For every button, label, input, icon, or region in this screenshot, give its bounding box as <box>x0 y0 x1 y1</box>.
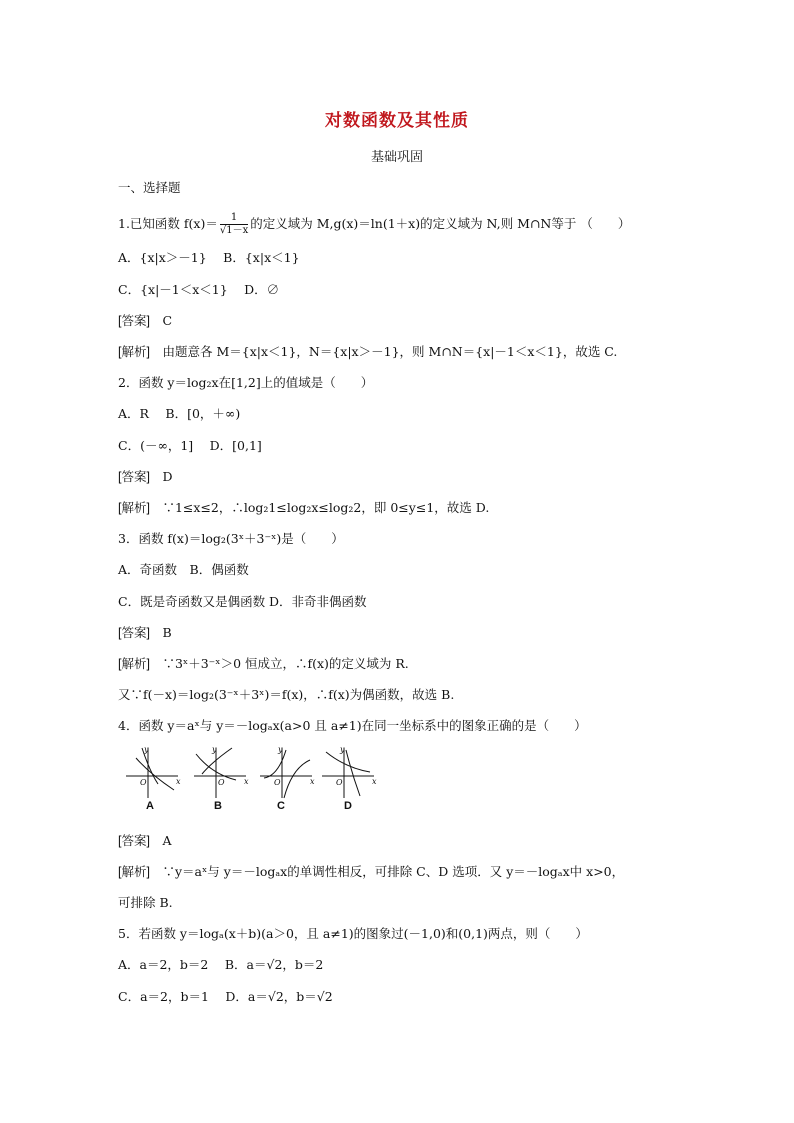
q2-answer <box>118 469 718 485</box>
page-title: 对数函数及其性质 <box>325 111 469 131</box>
graph-a-y-label: y <box>144 745 149 754</box>
analysis-tag: [解析] <box>118 501 150 515</box>
graph-a <box>126 748 178 798</box>
question-3-stem: 3．函数 f(x)＝log₂(3ˣ＋3⁻ˣ)是（ ） <box>118 531 344 546</box>
q1-stem-pre: 1.已知函数 f(x)＝ <box>118 216 218 231</box>
q4-analysis <box>118 864 718 880</box>
answer-tag: [答案] <box>118 626 150 640</box>
graph-d-y-label: y <box>340 745 345 754</box>
graph-b <box>194 748 246 798</box>
q1-options-cd: C．{x|－1＜x＜1} D．∅ <box>118 282 280 297</box>
graph-a-x-label: x <box>176 777 181 786</box>
analysis-text: 由题意各 M＝{x|x＜1}，N＝{x|x＞－1}，则 M∩N＝{x|－1＜x＜1}，故选 C. <box>162 344 618 359</box>
q4-analysis-cont: 可排除 B. <box>118 895 173 910</box>
analysis-tag: [解析] <box>118 345 150 359</box>
graph-c <box>260 748 312 798</box>
analysis-text: ∵3ˣ＋3⁻ˣ＞0 恒成立，∴f(x)的定义域为 R. <box>162 656 409 671</box>
graph-c-y-label: y <box>278 745 283 754</box>
q5-options-ab: A．a＝2，b＝2 B．a＝√2，b＝2 <box>118 957 324 972</box>
q4-answer <box>118 833 718 849</box>
q2-options-cd: C．(－∞，1] D．[0,1] <box>118 438 262 453</box>
q2-options-ab: A．R B．[0，＋∞) <box>118 406 241 421</box>
answer-value: D <box>162 469 173 484</box>
graph-c-origin: O <box>274 778 281 787</box>
question-4-stem: 4．函数 y＝aˣ与 y＝－logₐx(a>0 且 a≠1)在同一坐标系中的图象正确的是（ ） <box>118 718 587 733</box>
graph-b-y-label: y <box>212 745 217 754</box>
graph-label-b: B <box>214 800 222 812</box>
q3-analysis-cont: 又∵f(－x)＝log₂(3⁻ˣ＋3ˣ)＝f(x)，∴f(x)为偶函数，故选 B. <box>118 687 455 702</box>
graph-label-a: A <box>146 800 154 812</box>
graph-d-origin: O <box>336 778 343 787</box>
q1-stem-post: 的定义域为 M,g(x)＝ln(1＋x)的定义域为 N,则 M∩N等于 （ ） <box>250 216 631 231</box>
graph-label-c: C <box>277 800 285 812</box>
graph-d <box>322 748 374 798</box>
q1-analysis <box>118 344 718 360</box>
q1-fraction-numerator: 1 <box>220 212 248 225</box>
analysis-text: ∵1≤x≤2，∴log₂1≤log₂x≤log₂2，即 0≤y≤1，故选 D. <box>162 500 490 515</box>
graph-d-x-label: x <box>372 777 377 786</box>
q3-options-cd: C．既是奇函数又是偶函数 D．非奇非偶函数 <box>118 594 367 609</box>
question-5-stem: 5．若函数 y＝logₐ(x＋b)(a＞0，且 a≠1)的图象过(－1,0)和(0,1)两点，则（ ） <box>118 926 588 941</box>
section-heading: 一、选择题 <box>118 180 181 195</box>
q1-answer <box>118 313 718 329</box>
graph-b-origin: O <box>218 778 225 787</box>
q5-options-cd: C．a＝2，b＝1 D．a＝√2，b＝√2 <box>118 989 333 1004</box>
q3-options-ab: A．奇函数 B．偶函数 <box>118 562 249 577</box>
page-subtitle: 基础巩固 <box>370 150 423 165</box>
graph-b-x-label: x <box>244 777 249 786</box>
q1-fraction <box>220 212 248 237</box>
graph-a-origin: O <box>140 778 147 787</box>
graph-c-x-label: x <box>310 777 315 786</box>
question-2-stem: 2．函数 y＝log₂x在[1,2]上的值域是（ ） <box>118 375 374 390</box>
answer-value: A <box>162 833 172 848</box>
answer-tag: [答案] <box>118 470 150 484</box>
answer-tag: [答案] <box>118 834 150 848</box>
q1-fraction-denominator: √1－x <box>219 225 249 236</box>
graph-label-d: D <box>344 800 352 812</box>
analysis-tag: [解析] <box>118 865 150 879</box>
answer-value: C <box>162 313 173 328</box>
analysis-tag: [解析] <box>118 657 150 671</box>
q3-analysis <box>118 656 718 672</box>
question-1-stem <box>118 212 718 237</box>
q3-answer <box>118 625 718 641</box>
answer-tag: [答案] <box>118 314 150 328</box>
answer-value: B <box>162 625 172 640</box>
q1-options-ab: A．{x|x＞－1} B．{x|x＜1} <box>118 250 300 265</box>
analysis-text: ∵y＝aˣ与 y＝－logₐx的单调性相反，可排除 C、D 选项．又 y＝－logₐx中 x>0， <box>162 864 625 879</box>
q2-analysis <box>118 500 718 516</box>
